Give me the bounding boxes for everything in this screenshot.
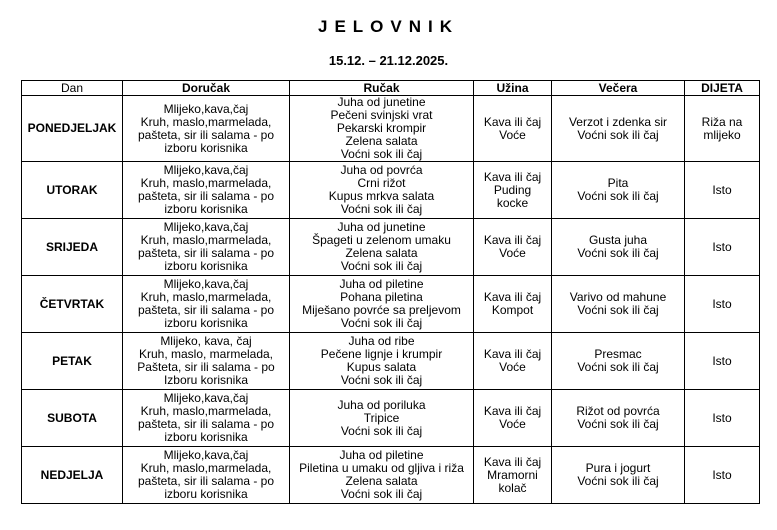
dinner-cell <box>552 219 685 276</box>
breakfast-cell <box>123 96 290 162</box>
snack-cell <box>474 333 552 390</box>
menu-body <box>22 96 760 504</box>
breakfast-line: Mlijeko,kava,čaj <box>163 101 249 116</box>
day-cell: ČETVRTAK <box>22 276 123 333</box>
breakfast-line: Mlijeko,kava,čaj <box>163 448 249 462</box>
snack-line: Mramorni <box>487 467 538 482</box>
breakfast-line: Mlijeko,kava,čaj <box>163 220 249 234</box>
dinner-line: Pura i jogurt <box>585 461 651 475</box>
lunch-cell <box>290 276 474 333</box>
lunch-line: Pečene lignje i krumpir <box>320 347 443 361</box>
diet-cell <box>685 276 760 333</box>
snack-line: kolač <box>498 480 527 495</box>
breakfast-line: Kruh, maslo,marmelada, <box>140 290 272 304</box>
breakfast-line: pašteta, sir ili salama - po <box>137 417 275 431</box>
breakfast-line: Mlijeko, kava, čaj <box>160 334 252 348</box>
diet-line: mlijeko <box>703 127 741 142</box>
lunch-line: Voćni sok ili čaj <box>340 423 423 438</box>
snack-cell <box>474 390 552 447</box>
breakfast-line: Mlijeko,kava,čaj <box>163 391 249 405</box>
lunch-line: Juha od poriluka <box>337 397 426 412</box>
diet-line: Isto <box>712 353 732 368</box>
dinner-line: Voćni sok ili čaj <box>577 474 659 488</box>
breakfast-line: pašteta, sir ili salama - po <box>137 303 275 317</box>
diet-line: Isto <box>712 239 732 254</box>
lunch-line: Voćni sok ili čaj <box>340 202 423 216</box>
table-row <box>22 333 760 390</box>
diet-line: Isto <box>712 410 732 425</box>
lunch-line: Zelena salata <box>345 474 418 488</box>
day-cell: PONEDJELJAK <box>22 96 123 162</box>
dinner-line: Pita <box>607 176 629 190</box>
table-row <box>22 447 760 504</box>
lunch-line: Tripice <box>363 410 400 425</box>
dinner-cell <box>552 333 685 390</box>
lunch-line: Voćni sok ili čaj <box>340 147 423 161</box>
date-range: 15.12. – 21.12.2025. <box>328 53 449 68</box>
dinner-cell <box>552 390 685 447</box>
breakfast-line: Kruh, maslo,marmelada, <box>140 176 272 190</box>
snack-line: Kava ili čaj <box>483 347 542 361</box>
diet-cell <box>685 162 760 219</box>
lunch-cell <box>290 390 474 447</box>
snack-line: Kompot <box>491 303 534 317</box>
menu-table <box>21 80 760 504</box>
breakfast-line: Kruh, maslo, marmelada, <box>138 347 274 361</box>
breakfast-cell <box>123 219 290 276</box>
dinner-line: Voćni sok ili čaj <box>577 417 659 431</box>
breakfast-cell <box>123 333 290 390</box>
breakfast-line: Kruh, maslo,marmelada, <box>140 233 272 247</box>
snack-line: Kava ili čaj <box>483 169 542 184</box>
lunch-line: Juha od ribe <box>348 334 415 348</box>
diet-line: Isto <box>712 296 732 311</box>
lunch-line: Voćni sok ili čaj <box>340 487 423 501</box>
diet-line: Isto <box>712 182 732 197</box>
snack-cell <box>474 276 552 333</box>
lunch-cell <box>290 219 474 276</box>
lunch-line: Voćni sok ili čaj <box>340 316 423 330</box>
day-cell: SRIJEDA <box>22 219 123 276</box>
breakfast-line: izboru korisnika <box>164 140 248 155</box>
day-cell: NEDJELJA <box>22 447 123 504</box>
dinner-cell <box>552 162 685 219</box>
lunch-line: Pečeni svinjski vrat <box>330 108 433 122</box>
lunch-line: Špageti u zelenom umaku <box>312 233 451 247</box>
dinner-line: Presmac <box>594 347 642 361</box>
day-cell: UTORAK <box>22 162 123 219</box>
breakfast-cell <box>123 162 290 219</box>
diet-line: Riža na <box>701 114 743 129</box>
snack-line: Kava ili čaj <box>483 233 542 247</box>
lunch-cell <box>290 162 474 219</box>
breakfast-line: Pašteta, sir ili salama - po <box>137 360 275 374</box>
breakfast-line: izboru korisnika <box>164 202 248 216</box>
dinner-cell <box>552 447 685 504</box>
lunch-line: Zelena salata <box>345 246 418 260</box>
snack-line: Kava ili čaj <box>483 290 542 304</box>
snack-line: Voće <box>499 246 526 260</box>
lunch-line: Kupus salata <box>346 360 417 374</box>
diet-cell <box>685 447 760 504</box>
breakfast-cell <box>123 276 290 333</box>
breakfast-line: Mlijeko,kava,čaj <box>163 277 249 291</box>
lunch-line: Zelena salata <box>345 134 418 148</box>
diet-cell <box>685 390 760 447</box>
table-row <box>22 162 760 219</box>
snack-line: kocke <box>496 195 529 210</box>
dinner-line: Voćni sok ili čaj <box>577 246 659 260</box>
dinner-line: Voćni sok ili čaj <box>577 360 659 374</box>
lunch-line: Pekarski krompir <box>336 121 427 135</box>
breakfast-line: Izboru korisnika <box>163 373 249 387</box>
dinner-line: Verzot i zdenka sir <box>568 114 668 129</box>
header-breakfast: Doručak <box>123 81 290 96</box>
snack-line: Kava ili čaj <box>483 114 542 129</box>
snack-cell <box>474 447 552 504</box>
breakfast-line: izboru korisnika <box>164 430 248 444</box>
lunch-cell <box>290 96 474 162</box>
breakfast-line: Kruh, maslo,marmelada, <box>140 404 272 418</box>
page-title: JELOVNIK <box>317 17 460 36</box>
lunch-line: Voćni sok ili čaj <box>340 259 423 273</box>
table-row <box>22 390 760 447</box>
lunch-line: Kupus mrkva salata <box>328 189 435 203</box>
snack-cell <box>474 96 552 162</box>
table-row <box>22 276 760 333</box>
table-row <box>22 96 760 162</box>
lunch-line: Juha od piletine <box>339 277 424 291</box>
snack-cell <box>474 219 552 276</box>
snack-line: Kava ili čaj <box>483 404 542 418</box>
breakfast-line: pašteta, sir ili salama - po <box>137 246 275 260</box>
breakfast-line: pašteta, sir ili salama - po <box>137 474 275 488</box>
dinner-line: Voćni sok ili čaj <box>577 127 659 142</box>
header-diet: DIJETA <box>685 81 760 96</box>
day-cell: SUBOTA <box>22 390 123 447</box>
dinner-line: Rižot od povrća <box>576 404 660 418</box>
header-lunch: Ručak <box>290 81 474 96</box>
breakfast-line: Kruh, maslo,marmelada, <box>140 461 272 475</box>
breakfast-line: Kruh, maslo,marmelada, <box>140 114 272 129</box>
breakfast-line: izboru korisnika <box>164 316 248 330</box>
snack-line: Puding <box>493 182 532 197</box>
lunch-cell <box>290 333 474 390</box>
lunch-line: Miješano povrće sa preljevom <box>302 303 461 317</box>
dinner-cell <box>552 276 685 333</box>
snack-line: Voće <box>499 417 526 431</box>
dinner-line: Varivo od mahune <box>569 290 667 304</box>
breakfast-line: pašteta, sir ili salama - po <box>137 127 275 142</box>
lunch-line: Juha od junetine <box>337 220 426 234</box>
table-row <box>22 219 760 276</box>
snack-cell <box>474 162 552 219</box>
breakfast-cell <box>123 447 290 504</box>
diet-cell <box>685 219 760 276</box>
dinner-line: Voćni sok ili čaj <box>577 303 659 317</box>
header-snack: Užina <box>474 81 552 96</box>
header-day: Dan <box>22 81 123 96</box>
breakfast-line: izboru korisnika <box>164 259 248 273</box>
dinner-cell <box>552 96 685 162</box>
day-cell: PETAK <box>22 333 123 390</box>
header-row <box>22 81 760 96</box>
dinner-line: Gusta juha <box>588 233 648 247</box>
breakfast-cell <box>123 390 290 447</box>
lunch-line: Pohana piletina <box>340 290 423 304</box>
lunch-line: Voćni sok ili čaj <box>340 373 423 387</box>
lunch-line: Crni rižot <box>357 176 406 190</box>
snack-line: Kava ili čaj <box>483 454 542 469</box>
lunch-line: Juha od povrća <box>340 163 423 177</box>
lunch-line: Juha od piletine <box>339 448 424 462</box>
diet-cell <box>685 333 760 390</box>
breakfast-line: pašteta, sir ili salama - po <box>137 189 275 203</box>
diet-cell <box>685 96 760 162</box>
breakfast-line: Mlijeko,kava,čaj <box>163 163 249 177</box>
snack-line: Voće <box>499 360 526 374</box>
breakfast-line: izboru korisnika <box>164 487 248 501</box>
lunch-line: Piletina u umaku od gljiva i riža <box>299 461 464 475</box>
snack-line: Voće <box>499 127 526 142</box>
lunch-line: Juha od junetine <box>337 95 426 109</box>
dinner-line: Voćni sok ili čaj <box>577 189 659 203</box>
lunch-cell <box>290 447 474 504</box>
diet-line: Isto <box>712 467 732 482</box>
header-dinner: Večera <box>552 81 685 96</box>
